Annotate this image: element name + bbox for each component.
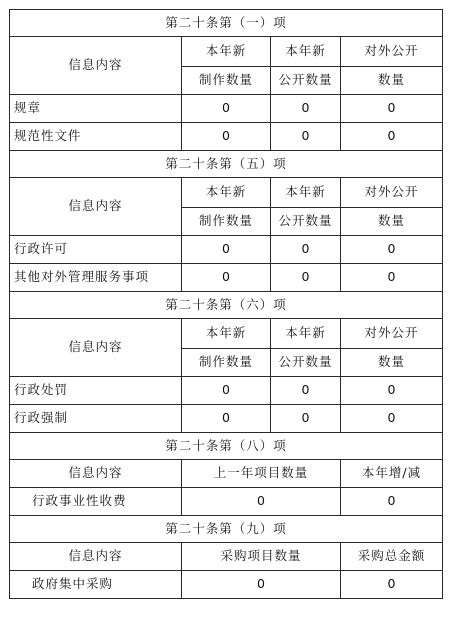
cell-value: 0 (341, 377, 443, 405)
table-row (10, 405, 443, 433)
column-header: 本年新 (271, 37, 341, 67)
cell-value: 0 (182, 488, 341, 516)
cell-value: 0 (341, 405, 443, 433)
column-header: 对外公开 (341, 178, 443, 208)
cell-value: 0 (182, 95, 271, 123)
table-row (10, 571, 443, 599)
cell-value: 0 (182, 377, 271, 405)
cell-value: 0 (341, 95, 443, 123)
section-title: 第二十条第（九）项 (10, 516, 443, 543)
info-content-header: 信息内容 (10, 543, 182, 571)
government-info-disclosure-table (9, 9, 443, 599)
row-label: 行政事业性收费 (10, 488, 182, 516)
info-content-header: 信息内容 (10, 460, 182, 488)
column-header: 对外公开 (341, 319, 443, 349)
column-header: 本年新 (271, 178, 341, 208)
table-row (10, 488, 443, 516)
column-header: 数量 (341, 349, 443, 377)
column-header: 公开数量 (271, 349, 341, 377)
row-label: 规章 (10, 95, 182, 123)
section-2-title-row (10, 151, 443, 178)
cell-value: 0 (341, 488, 443, 516)
column-header: 采购项目数量 (182, 543, 341, 571)
section-3-title-row (10, 292, 443, 319)
section-4-header-row (10, 460, 443, 488)
table-row (10, 236, 443, 264)
column-header: 上一年项目数量 (182, 460, 341, 488)
column-header: 本年增/减 (341, 460, 443, 488)
section-1-title-row (10, 10, 443, 37)
info-content-header: 信息内容 (10, 37, 182, 95)
section-4-title-row (10, 433, 443, 460)
table-row (10, 377, 443, 405)
section-title: 第二十条第（八）项 (10, 433, 443, 460)
cell-value: 0 (271, 405, 341, 433)
column-header: 制作数量 (182, 208, 271, 236)
cell-value: 0 (271, 236, 341, 264)
column-header: 本年新 (182, 37, 271, 67)
cell-value: 0 (271, 377, 341, 405)
section-2-header-row-1 (10, 178, 443, 208)
column-header: 数量 (341, 208, 443, 236)
cell-value: 0 (341, 236, 443, 264)
section-5-title-row (10, 516, 443, 543)
row-label: 行政处罚 (10, 377, 182, 405)
cell-value: 0 (341, 264, 443, 292)
section-title: 第二十条第（五）项 (10, 151, 443, 178)
cell-value: 0 (341, 123, 443, 151)
cell-value: 0 (271, 123, 341, 151)
cell-value: 0 (341, 571, 443, 599)
row-label: 政府集中采购 (10, 571, 182, 599)
column-header: 对外公开 (341, 37, 443, 67)
table-row (10, 264, 443, 292)
cell-value: 0 (271, 264, 341, 292)
column-header: 制作数量 (182, 349, 271, 377)
cell-value: 0 (271, 95, 341, 123)
row-label: 行政强制 (10, 405, 182, 433)
row-label: 规范性文件 (10, 123, 182, 151)
section-1-header-row-1 (10, 37, 443, 67)
cell-value: 0 (182, 264, 271, 292)
column-header: 公开数量 (271, 67, 341, 95)
info-content-header: 信息内容 (10, 178, 182, 236)
cell-value: 0 (182, 236, 271, 264)
row-label: 其他对外管理服务事项 (10, 264, 182, 292)
row-label: 行政许可 (10, 236, 182, 264)
column-header: 制作数量 (182, 67, 271, 95)
section-title: 第二十条第（一）项 (10, 10, 443, 37)
column-header: 采购总金额 (341, 543, 443, 571)
section-5-header-row (10, 543, 443, 571)
section-3-header-row-1 (10, 319, 443, 349)
column-header: 数量 (341, 67, 443, 95)
info-content-header: 信息内容 (10, 319, 182, 377)
column-header: 本年新 (271, 319, 341, 349)
column-header: 公开数量 (271, 208, 341, 236)
column-header: 本年新 (182, 178, 271, 208)
column-header: 本年新 (182, 319, 271, 349)
cell-value: 0 (182, 123, 271, 151)
cell-value: 0 (182, 405, 271, 433)
table-row (10, 123, 443, 151)
table-row (10, 95, 443, 123)
cell-value: 0 (182, 571, 341, 599)
section-title: 第二十条第（六）项 (10, 292, 443, 319)
